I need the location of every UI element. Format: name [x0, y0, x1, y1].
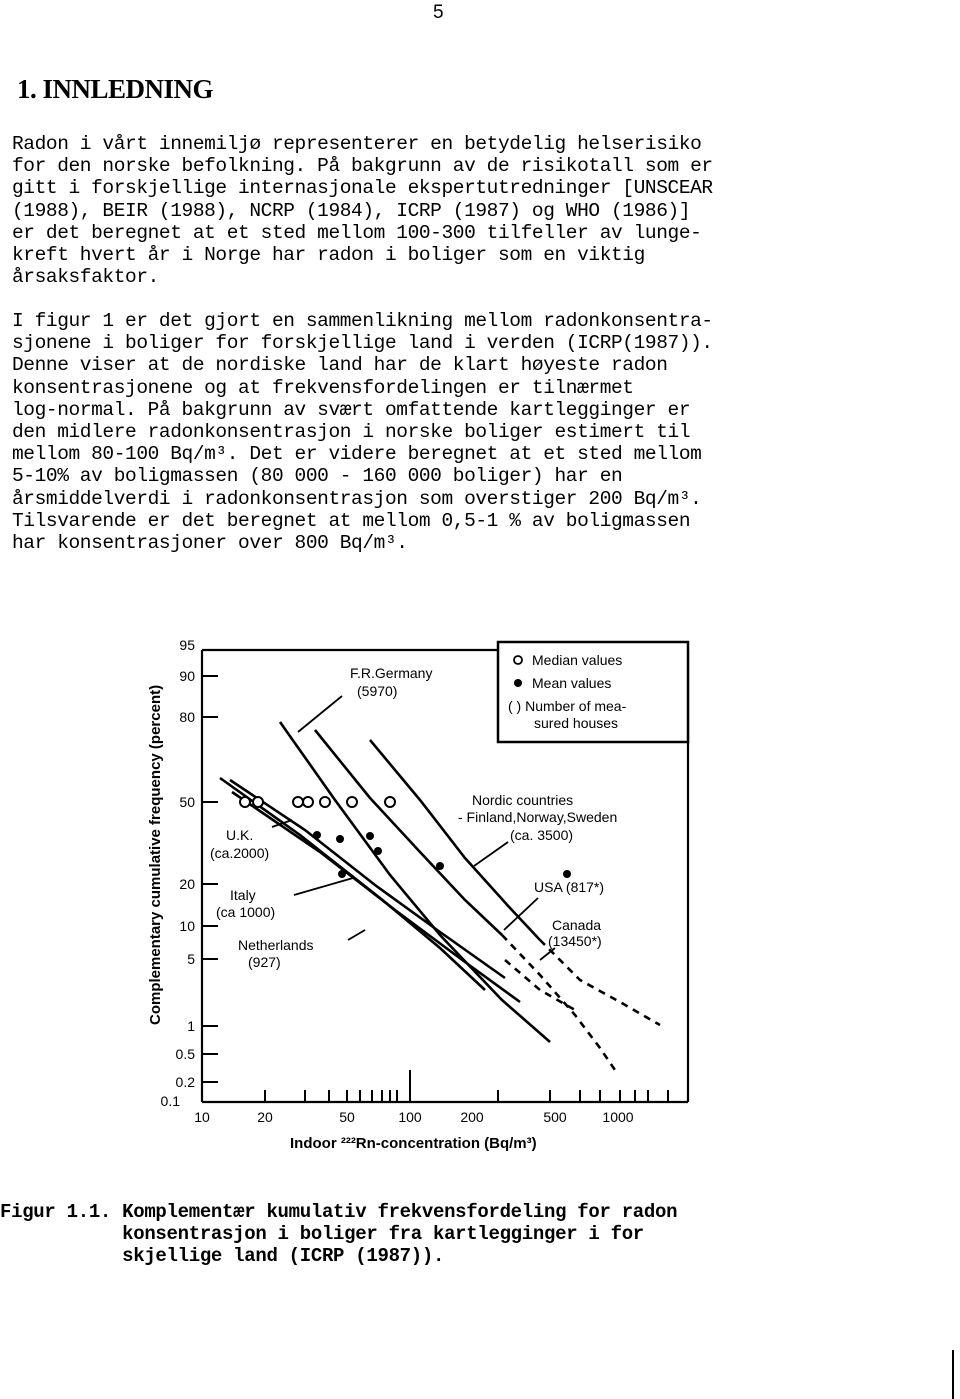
y-tick-label: 0.5 [175, 1046, 195, 1062]
y-tick-label: 1 [187, 1018, 195, 1034]
y-tick-label: 20 [179, 876, 195, 892]
y-tick-label: 5 [187, 951, 195, 967]
x-tick-label: 100 [398, 1109, 422, 1125]
legend-mean: Mean values [532, 675, 612, 691]
y-tick-label: 0.2 [175, 1074, 195, 1090]
label-italy-count: (ca 1000) [216, 904, 276, 920]
section-heading: 1. INNLEDNING [17, 74, 214, 104]
label-usa: USA (817*) [534, 879, 605, 895]
y-tick-label: 0.1 [160, 1093, 180, 1109]
y-tick-label: 80 [179, 709, 195, 725]
legend-number-line1: ( ) Number of mea- [508, 698, 627, 714]
label-italy-name: Italy [230, 887, 256, 903]
label-uk-name: U.K. [226, 827, 254, 843]
y-axis-label: Complementary cumulative frequency (percent) [147, 684, 164, 1025]
label-nordic-members: - Finland,Norway,Sweden [458, 809, 618, 825]
mean-marker [514, 679, 522, 687]
x-tick-label: 200 [460, 1109, 484, 1125]
x-tick-label: 20 [257, 1109, 273, 1125]
x-ticks [265, 1070, 668, 1102]
y-tick-label: 50 [179, 794, 195, 810]
label-frg-name: F.R.Germany [350, 665, 433, 681]
y-ticks [202, 676, 218, 1082]
x-axis-label: Indoor ²²²Rn-concentration (Bq/m³) [290, 1135, 537, 1152]
scan-edge-mark [952, 1350, 954, 1399]
label-netherlands-count: (927) [248, 954, 281, 970]
y-tick-label: 90 [179, 668, 195, 684]
label-uk-count: (ca.2000) [210, 845, 270, 861]
x-tick-label: 10 [194, 1109, 210, 1125]
label-nordic-count: (ca. 3500) [510, 827, 574, 843]
x-tick-label: 500 [543, 1109, 567, 1125]
x-tick-label: 1000 [602, 1109, 634, 1125]
intro-paragraph: Radon i vårt innemiljø representerer en betydelig helserisiko for den norske befolkning. På bakgrunn av de risikotall som er gitt i forskjellige internasjonale ekspertutredninger [UNSCEAR (1988), BEIR (1988), NCRP (1984), ICRP (1987) og WHO (1986)] er det beregnet at et sted mellom 100-300 tilfeller av lunge- kreft hvert år i Norge har radon i boliger som en viktig årsaksfaktor. [12, 133, 713, 289]
legend-median: Median values [532, 652, 623, 668]
label-canada-count: (13450*) [548, 933, 602, 949]
figure-caption: Figur 1.1. Komplementær kumulativ frekvensfordeling for radon konsentrasjon i boliger fra kartlegginger i for skjellige land (ICRP (1987)). [0, 1201, 678, 1267]
x-tick-label: 50 [339, 1109, 355, 1125]
curve-canada-dashed [540, 940, 660, 1025]
label-netherlands-name: Netherlands [238, 937, 314, 953]
radon-frequency-figure [120, 630, 710, 1160]
comparison-paragraph: I figur 1 er det gjort en sammenlikning mellom radonkonsentra- sjonene i boliger for forskjellige land i verden (ICRP(1987)). Denne viser at de nordiske land har de klart høyeste radon konsentrasjonene og at frekvensfordelingen er tilnærmet log-normal. På bakgrunn av svært omfattende kartlegginger er den midlere radonkonsentrasjon i norske boliger estimert til mellom 80-100 Bq/m³. Det er videre beregnet at et sted mellom 5-10% av boligmassen (80 000 - 160 000 boliger) har en årsmiddelverdi i radonkonsentrasjon som overstiger 200 Bq/m³. Tilsvarende er det beregnet at mellom 0,5-1 % av boligmassen har konsentrasjoner over 800 Bq/m³. [12, 310, 713, 555]
legend-number-line2: sured houses [534, 715, 619, 731]
label-nordic-name: Nordic countries [472, 792, 574, 808]
label-frg-count: (5970) [357, 683, 398, 699]
page-number: 5 [433, 2, 444, 23]
y-tick-label: 10 [179, 918, 195, 934]
label-canada-name: Canada [552, 917, 602, 933]
curve-nordic [315, 730, 502, 935]
legend [498, 642, 688, 742]
y-tick-label: 95 [179, 637, 195, 653]
